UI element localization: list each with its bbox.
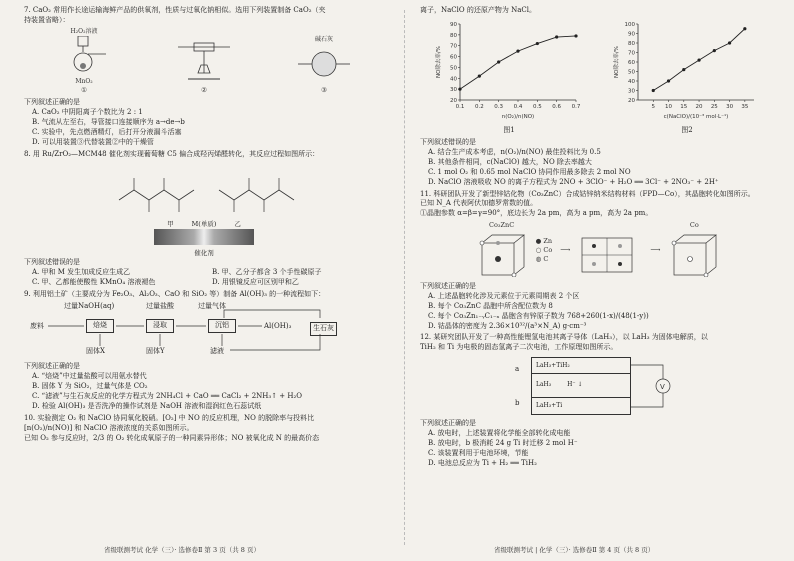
footer-left: 省级联测考试 化学（三）· 选修卷Ⅱ 第 3 页（共 8 页） [104, 545, 260, 554]
data-point [682, 68, 685, 71]
y-tick-label: 30 [450, 87, 457, 94]
question-10-continued [420, 6, 776, 188]
data-point [697, 58, 700, 61]
q10-stem-line: [n(O₂)/n(NO)] 和 NaClO 溶液浓度的关系如图所示。 [24, 423, 194, 432]
q8-reaction-figure [24, 160, 384, 220]
q12-option-d: D. 电池总反应为 Ti + H₂ ══ TiH₂ [428, 459, 537, 468]
y-tick-label: 50 [628, 69, 635, 76]
q8-option-d: D. 用银镜反应可区别甲和乙 [212, 278, 299, 287]
q7-option-b: B. 气流从左至右，导管接口连接顺序为 a→de→b [32, 118, 185, 127]
q7-option-a: A. CaO₂ 中阴阳离子个数比为 2 : 1 [32, 108, 143, 117]
arrow-right-icon: ⟶ [560, 245, 571, 254]
x-tick-label: 0.1 [455, 103, 465, 110]
flow-bottom-label: 固体X [86, 347, 105, 356]
data-point [574, 34, 577, 37]
right-page [420, 6, 776, 537]
q11-stem-line: 11. 科研团队开发了新型锌钴化物（Co₃ZnC）合成钴锌纳米结构材料（FPD—Co），其晶胞转化如图所示。 [420, 189, 755, 198]
q12-option-c: C. 该装置利用于电池环境，节能 [428, 449, 529, 458]
flow-node-leach: 浸取 [146, 319, 174, 333]
question-10 [24, 414, 384, 444]
flask-apparatus-icon [54, 36, 114, 74]
q8-options-row [24, 278, 384, 288]
x-tick-label: 0.5 [532, 103, 542, 110]
q11-option-a: A. 上述晶胞转化涉及元素位于元素周期表 2 个区 [428, 291, 580, 300]
y-axis-label: NO除去率/% [614, 45, 620, 78]
question-12 [420, 333, 776, 469]
q10-option-a: A. 结合生产成本考虑，n(O₂)/n(NO) 最佳投料比为 0.5 [428, 147, 601, 156]
q9-prompt: 下列叙述正确的是 [24, 362, 80, 371]
flow-bottom-label: 固体Y [146, 347, 165, 356]
flow-bottom-label: 滤液 [210, 347, 224, 356]
data-point [743, 27, 746, 30]
page-divider [404, 10, 405, 545]
x-tick-label: 0.4 [513, 103, 523, 110]
q8-option-c: C. 甲、乙都能使酸性 KMnO₄ 溶液褪色 [32, 278, 156, 287]
flow-top-label: 过量气体 [198, 302, 226, 311]
q11-option-b: B. 每个 Co₃ZnC 晶胞中所含配位数为 8 [428, 301, 553, 310]
q8-options-row [24, 268, 384, 278]
y-tick-label: 90 [450, 21, 457, 28]
q11-option-d: D. 钴晶体的密度为 2.36×10³²/(a³×N_A) g·cm⁻³ [428, 321, 587, 330]
q7-stem-line: 7. CaO₂ 常用作长途运输海鲜产品的供氧剂，性质与过氧化钠相似。选用下列装置制备 CaO₂（夹 [24, 6, 326, 14]
question-7 [24, 6, 384, 148]
q12-prompt: 下列叙述正确的是 [420, 419, 476, 428]
flow-node-roast: 焙烧 [86, 319, 114, 333]
q11-stem-line: ①晶胞参数 α=β=γ=90°，底边长为 2a pm，高为 a pm，高为 2a pm。 [420, 209, 653, 218]
ion-label: H⁻ [567, 381, 576, 389]
q12-option-b: B. 放电时，b 极消耗 24 g Ti 时迁移 2 mol H⁻ [428, 439, 578, 448]
flow-node-precipitate: 沉铝 [208, 319, 236, 333]
q7-option-c: C. 实验中，先点燃酒精灯，后打开分液漏斗活塞 [32, 128, 182, 137]
drying-tube-icon [294, 45, 354, 83]
y-tick-label: 40 [450, 76, 457, 83]
data-point [728, 41, 731, 44]
apparatus-1 [54, 28, 114, 95]
data-point [516, 49, 519, 52]
q8-option-a: A. 甲和 M 发生加成反应生成乙 [32, 268, 131, 277]
heating-tube-icon [174, 39, 234, 83]
x-tick-label: 15 [680, 103, 688, 110]
q12-battery-figure [513, 355, 683, 417]
y-tick-label: 30 [628, 88, 635, 95]
reagent-label-h2o2: H₂O₂溶液 [70, 27, 98, 35]
chart-1-caption: 图1 [503, 125, 515, 134]
molecule-label-jia: 甲 [167, 219, 174, 228]
q8-prompt: 下列叙述错误的是 [24, 258, 80, 267]
crystal-legend [536, 237, 553, 265]
q10-charts [420, 18, 776, 136]
molecule-structures-icon [99, 160, 309, 220]
line-chart-1 [434, 18, 584, 122]
q10-option-c: C. 1 mol O₂ 和 0.65 mol NaClO 协同作用最多除去 2 mol NO [428, 167, 631, 176]
q7-apparatus [24, 28, 384, 95]
y-tick-label: 60 [628, 59, 635, 66]
flow-top-label: 过量盐酸 [146, 302, 174, 311]
q10-stem-continued: 离子，NaClO 的还原产物为 NaCl。 [420, 6, 536, 14]
q9-option-a: A. “焙烧”中过量盐酸可以用氨水替代 [32, 372, 147, 381]
data-point [536, 42, 539, 45]
apparatus-3 [294, 36, 354, 95]
q8-stem: 8. 用 Ru/ZrO₂—MCM48 催化剂实现葡萄糖 C5 偏合成羟丙烯醛转化，其反应过程如图所示： [24, 150, 320, 159]
y-tick-label: 100 [624, 21, 635, 28]
chart-figure-1 [434, 18, 584, 136]
data-point [713, 49, 716, 52]
x-tick-label: 0.7 [571, 103, 581, 110]
reagent-label-mno2: MnO₂ [75, 77, 93, 85]
q7-option-d: D. 可以用装置③代替装置②中的干燥管 [32, 138, 154, 147]
apparatus-2 [174, 39, 234, 95]
line-chart-2 [612, 18, 762, 122]
y-tick-label: 20 [450, 97, 457, 104]
x-tick-label: 0.3 [494, 103, 504, 110]
molecule-label-yi: 乙 [234, 219, 241, 228]
q11-stem-line: 已知 N_A 代表阿伏加德罗常数的值。 [420, 199, 538, 208]
crystal-cube-icon [476, 231, 528, 277]
legend-co: Co [543, 245, 553, 254]
q9-option-b: B. 固体 Y 为 SiO₂，过量气体是 CO₂ [32, 381, 148, 390]
catalyst-image [154, 229, 254, 245]
q10-option-d: D. NaClO 溶液吸收 NO 的离子方程式为 2NO + 3ClO⁻ + H₂O ══ 3Cl⁻ + 2NO₃⁻ + 2H⁺ [428, 177, 719, 186]
data-point [478, 74, 481, 77]
data-point [667, 79, 670, 82]
flow-top-label: 过量NaOH(aq) [64, 302, 115, 311]
q8-option-b: B. 甲、乙分子都含 3 个手性碳原子 [212, 268, 322, 277]
y-tick-label: 50 [450, 65, 457, 72]
q10-stem-line: 10. 实验测定 O₂ 和 NaClO 协同氧化脱硝。[O₂] 中 NO 的反应机理，NO 的脱除率与投料比 [24, 413, 315, 422]
apparatus-number: ② [201, 86, 207, 95]
svg-text:V: V [660, 383, 665, 392]
chart-figure-2 [612, 18, 762, 136]
x-axis-label: n(O₂)/n(NO) [501, 113, 535, 120]
q9-option-d: D. 检验 Al(OH)₃ 是否洗净的操作试剂是 NaOH 溶液和湿润红色石蕊试纸 [32, 401, 262, 410]
legend-co-icon: ○ [535, 245, 542, 254]
q12-option-a: A. 放电时，上述装置将化学能全部转化成电能 [428, 429, 571, 438]
x-tick-label: 20 [695, 103, 703, 110]
q11-crystal-figure [420, 221, 776, 279]
y-tick-label: 80 [450, 32, 457, 39]
catalyst-label: 催化剂 [194, 249, 214, 258]
apparatus-number: ① [81, 86, 87, 95]
question-11 [420, 190, 776, 332]
circuit-icon [513, 355, 683, 417]
data-point [652, 89, 655, 92]
question-8 [24, 150, 384, 288]
y-tick-label: 60 [450, 54, 457, 61]
x-tick-label: 0.6 [552, 103, 562, 110]
q10-option-b: B. 其他条件相同，c(NaClO) 越大，NO 除去率越大 [428, 157, 592, 166]
x-tick-label: 0.2 [474, 103, 484, 110]
arrow-down-icon: ↓ [577, 381, 583, 389]
y-tick-label: 40 [628, 78, 635, 85]
chart-2-caption: 图2 [681, 125, 693, 134]
apparatus-number: ③ [321, 86, 327, 95]
legend-c: C [543, 255, 549, 264]
y-tick-label: 20 [628, 97, 635, 104]
q8-catalyst-row [24, 220, 384, 229]
flow-node-quicklime: 生石灰 [310, 322, 337, 336]
x-tick-label: 35 [741, 103, 749, 110]
x-tick-label: 10 [665, 103, 673, 110]
q12-stem-line: TiH₂ 和 Ti 为电极的固态氢离子二次电池，工作原理如图所示。 [420, 343, 618, 352]
q12-stem-line: 12. 某研究团队开发了一种高性能锂氢电池其离子导体（LaH₃），以 LaH₃ 为固体电解质，以 [420, 333, 708, 342]
y-tick-label: 70 [450, 43, 457, 50]
layer-top: LaH₃+TiH₂ [532, 358, 630, 374]
cell-label-co: Co [689, 221, 699, 230]
x-axis-label: c(NaClO)/(10⁻³ mol·L⁻¹) [663, 113, 729, 120]
y-tick-label: 70 [628, 50, 635, 57]
electrode-label-b: b [515, 399, 520, 408]
left-page [24, 6, 384, 537]
flow-arrows-icon [24, 302, 354, 360]
y-tick-label: 80 [628, 40, 635, 47]
arrow-right-icon: ⟶ [650, 245, 661, 254]
q9-stem: 9. 利用铝土矿（主要成分为 Fe₂O₃、Al₂O₃、CaO 和 SiO₂ 等）制备 Al(OH)₃ 的一种流程如下： [24, 290, 326, 299]
legend-c-icon: ◍ [535, 255, 542, 264]
catalyst-figure [24, 229, 384, 258]
x-tick-label: 5 [651, 103, 656, 110]
footer-right: 省级联测考试 | 化学（三）· 选修卷Ⅱ 第 4 页（共 8 页） [494, 545, 655, 554]
legend-zn-icon: ● [535, 236, 542, 245]
data-point [458, 87, 461, 90]
question-9 [24, 290, 384, 412]
y-tick-label: 90 [628, 31, 635, 38]
crystal-supercell-icon [578, 228, 642, 274]
q7-prompt: 下列叙述正确的是 [24, 98, 80, 107]
flow-node-raw: 废料 [30, 322, 44, 331]
series-line [460, 36, 576, 89]
q10-prompt: 下列叙述错误的是 [420, 137, 476, 146]
q9-flowchart [24, 302, 384, 360]
q11-option-c: C. 每个 Co₃Zn₁₋ᵧC₁₋ₓ 晶胞含有锌原子数为 768+260(1-x)/(48(1-y)) [428, 311, 649, 320]
crystal-cell-1 [476, 221, 528, 279]
layer-middle-label: LaH₃ [536, 381, 552, 389]
crystal-cell-co [668, 221, 720, 279]
legend-zn: Zn [543, 236, 553, 245]
q11-prompt: 下列叙述正确的是 [420, 281, 476, 290]
flow-node-product: Al(OH)₃ [264, 322, 292, 331]
x-tick-label: 30 [726, 103, 734, 110]
cell-label-co3znc: Co₃ZnC [489, 221, 515, 230]
reagent-label-m: M(单质) [191, 219, 217, 228]
data-point [497, 60, 500, 63]
electrode-label-a: a [515, 365, 520, 374]
x-tick-label: 25 [710, 103, 718, 110]
layer-bottom: LaH₃+Ti [536, 402, 563, 410]
q7-stem-line: 持装置省略）： [24, 15, 70, 24]
data-point [555, 35, 558, 38]
y-axis-label: NO除去率/% [436, 45, 442, 78]
co-cube-icon [668, 231, 720, 277]
q9-option-c: C. “滤液”与生石灰反应的化学方程式为 2NH₄Cl + CaO ══ CaCl₂ + 2NH₃↑ + H₂O [32, 391, 303, 400]
reagent-label-soda-lime: 碱石灰 [314, 36, 333, 44]
q10-stem-line: 已知 O₂ 参与反应时，2/3 的 O₂ 转化成氧原子的一种同素异形体；NO 被氧化成 N 的最高价态 [24, 433, 320, 442]
